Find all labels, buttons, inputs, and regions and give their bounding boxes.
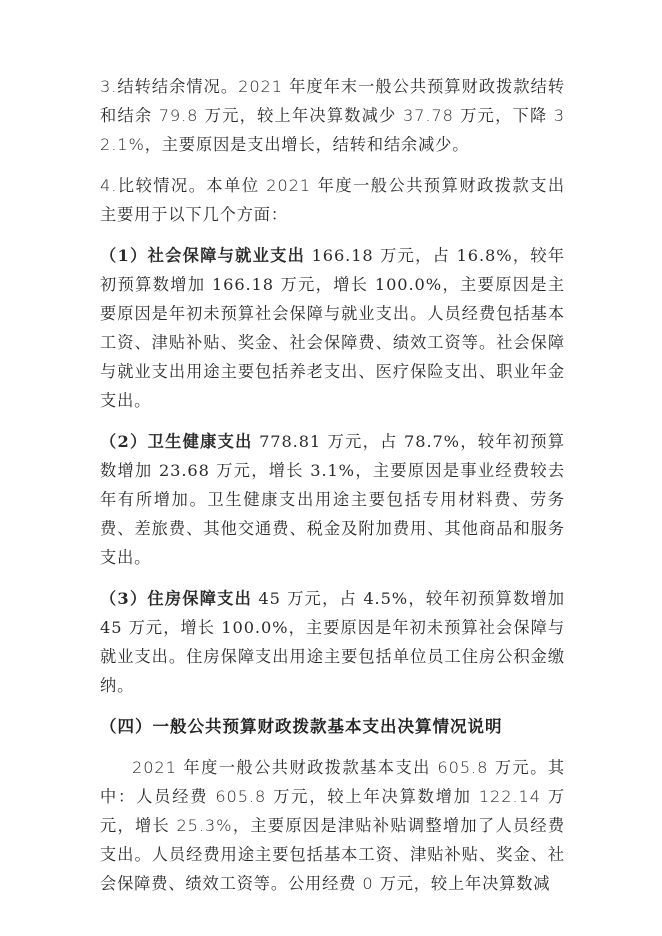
paragraph-item-social-security [100, 241, 565, 415]
paragraph-item-health [100, 427, 565, 572]
item-text: 778.81 万元，占 78.7%，较年初预算数增加 23.68 万元，增长 3.1%，主要原因是事业经费较去年有所增加。卫生健康支出用途主要包括专用材料费、劳务费、差旅费、其他交通费、税金及附加费用、其他商品和服务支出。 [100, 432, 565, 567]
document-page [100, 72, 565, 898]
paragraph-comparison: 4.比较情况。本单位 2021 年度一般公共预算财政拨款支出主要用于以下几个方面： [100, 176, 565, 224]
item-text: 166.18 万元，占 16.8%，较年初预算数增加 166.18 万元，增长 100.0%，主要原因是主要原因是年初未预算社会保障与就业支出。人员经费包括基本工资、津贴补贴、奖金、社会保障费、绩效工资等。社会保障与就业支出用途主要包括养老支出、医疗保险支出、职业年金支出。 [100, 246, 565, 410]
item-text: 45 万元，占 4.5%，较年初预算数增加 45 万元，增长 100.0%，主要原因是年初未预算社会保障与就业支出。住房保障支出用途主要包括单位员工住房公积金缴纳。 [100, 589, 565, 695]
paragraph-carryover: 3.结转结余情况。2021 年度年末一般公共预算财政拨款结转和结余 79.8 万元，较上年决算数减少 37.78 万元，下降 32.1%，主要原因是支出增长，结转和结余减少。 [100, 77, 565, 154]
item-label: （3）住房保障支出 [100, 589, 253, 608]
item-label: （2）卫生健康支出 [100, 432, 253, 451]
paragraph-basic-expenditure: 2021 年度一般公共财政拨款基本支出 605.8 万元。其中：人员经费 605.8 万元，较上年决算数增加 122.14 万元，增长 25.3%，主要原因是津贴补贴调整增加了人员经费支出。人员经费用途主要包括基本工资、津贴补贴、奖金、社会保障费、绩效工资等。公用经费 0 万元，较上年决算数减 [100, 758, 565, 893]
paragraph-item-housing [100, 584, 565, 700]
section-heading: （四）一般公共预算财政拨款基本支出决算情况说明 [100, 717, 503, 736]
item-label: （1）社会保障与就业支出 [100, 246, 306, 265]
